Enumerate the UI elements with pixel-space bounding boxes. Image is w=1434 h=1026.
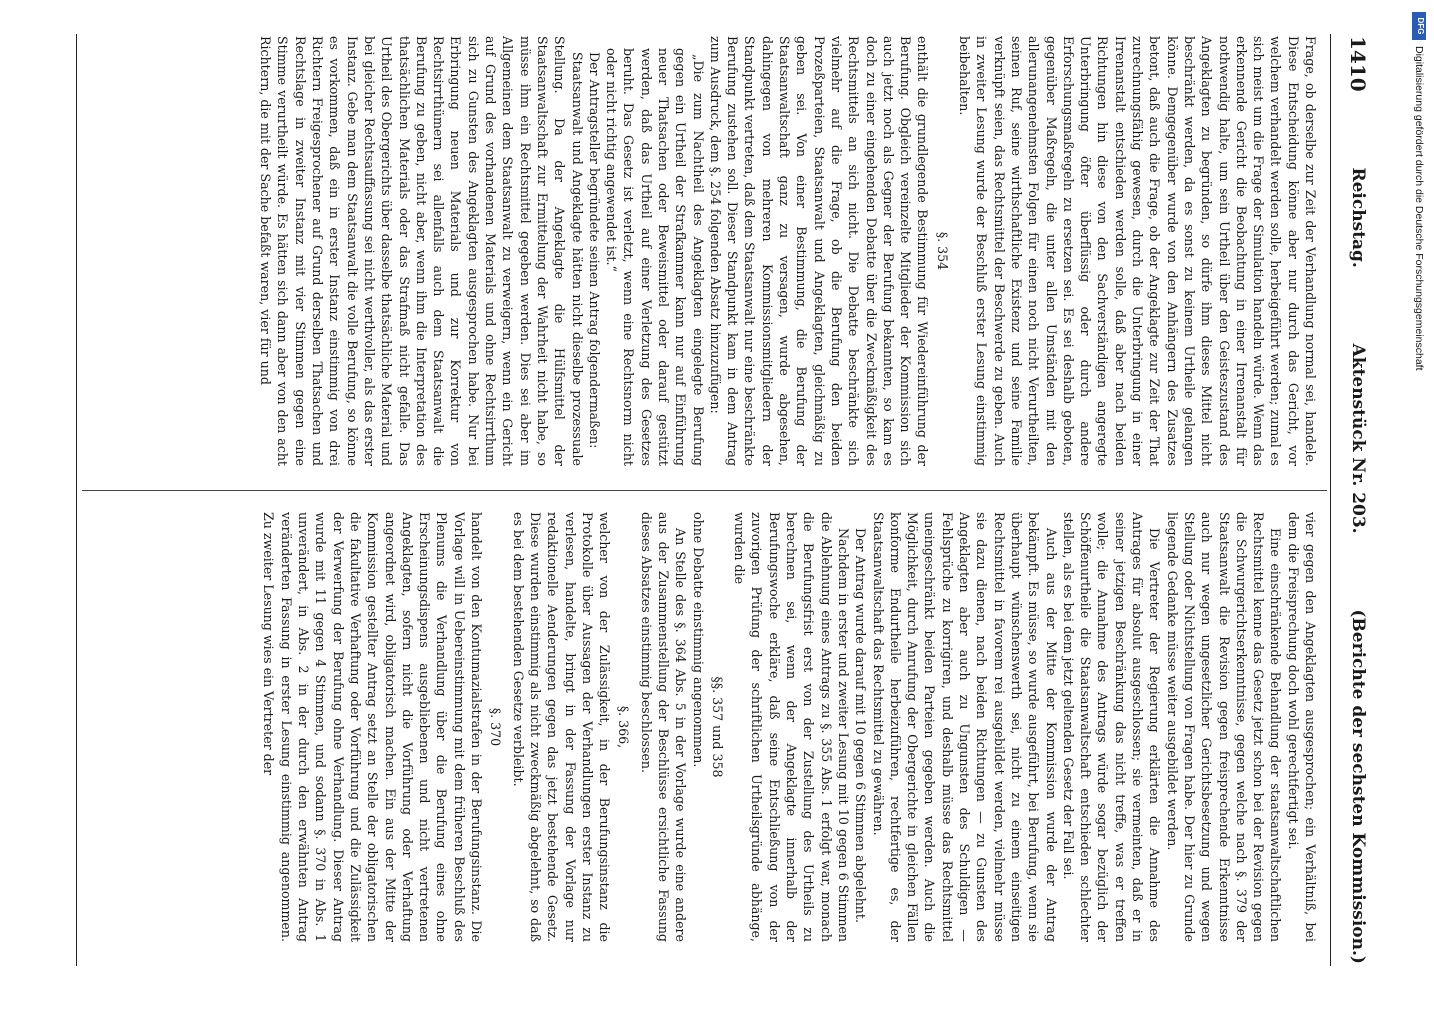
quoted-motion: „Die zum Nachtheil des Angeklagten eingelegte Berufung gegen ein Urtheil der Strafkammer kann nur auf Einführung neuer Thatsachen oder Beweismittel oder darauf gestützt werden, daß das Urtheil auf einer Verletzung des Gesetzes beruht. Das Gesetz ist verletzt, wenn eine Rechtsnorm nicht oder nicht richtig angewendet ist.“ <box>604 48 706 466</box>
left-column <box>84 36 1319 466</box>
paragraph: Frage, ob derselbe zur Zeit der Verhandlung normal sei, handele. Diese Entscheidung könne aber nur durch das Gericht, vor welchem verhandelt werden solle, herbeigeführt werden; zumal es sich meist um die Frage der Simulation handeln würde. Wenn das erkennende Gericht die Beobachtung in einer Irrenanstalt für nothwendig halte, um sein Urtheil über den Geisteszustand des Angeklagten zu begründen, so dürfe ihm dieses Mittel nicht beschränkt werden, da es sonst zu keinem Urtheile gelangen könne. Demgegenüber wurde von den Anhängern des Zusatzes betont, daß auch die Frage, ob der Angeklagte zur Zeit der That zurechnungsfähig gewesen, durch die Unterbringung in einer Irrenanstalt entschieden werden solle, daß aber nach beiden Richtungen hin diese von den Sachverständigen angeregte Unterbringung öfter überflüssig oder durch andere Erforschungsmaßregeln zu ersetzen sei. Es sei deshalb geboten, gegenüber Maßregeln, die unter allen Umständen mit den allerunangenehmsten Folgen für einen noch nicht Verurtheilten, seinen Ruf, seine wirthschaftliche Existenz und seine Familie verknüpft seien, das Rechtsmittel der Beschwerde zu geben. Auch in zweiter Lesung wurde der Beschluß erster Lesung einstimmig beibehalten. <box>957 36 1318 466</box>
paragraph: Auch aus der Mitte der Kommission wurde der Antrag bekämpft. Es müsse, so wurde ausgeführt, bei Berufung, wenn sie überhaupt wünschenswerth sei, nicht zu einem einseitigen Rechtsmittel in favorem rei ausgebildet werden, vielmehr müsse sie dazu dienen, nach beiden Richtungen — zu Gunsten des Angeklagten aber auch zu Ungunsten des Schuldigen — Fehlsprüche zu korrigiren, und deshalb müsse das Rechtsmittel uneingeschränkt beiden Parteien gegeben werden. Auch die Möglichkeit, durch Anrufung der Obergerichte in gleichen Fällen konforme Endurtheile herbeizuführen, rechtfertige es, der Staatsanwaltschaft das Rechtsmittel zu gewähren. <box>870 512 1059 942</box>
paragraph: ohne Debatte einstimmig angenommen. <box>690 512 706 768</box>
paragraph: Nachdem in erster und zweiter Lesung mit 10 gegen 6 Stimmen die Ablehnung eines Antrags zu §. 355 Abs. 1 erfolgt war, monach die Berufungsfrist erst von der Zustellung des Urtheils zu berechnen sei, wenn der Angeklagte innerhalb der Berufungswoche erkläre, daß seine Entschließung von der zuvorigen Prüfung der schriftlichen Urtheilsgründe abhänge, wurden die <box>732 512 851 942</box>
section-heading: §. 370 <box>488 707 504 747</box>
document-title: Aktenstück Nr. 203. <box>1347 343 1368 534</box>
paragraph: Die Vertreter der Regierung erklärten die Annahme des Antrages für absolut ausgeschlossen; sie vermeinten, daß er in seiner jetzigen Beschränkung das nicht treffe, was er treffen wolle; die Annahme des Antrags würde sogar bezüglich der Schöffenurtheile die Staatsanwaltschaft entschieden schlechter stellen, als es bei dem jetzt geltenden Gesetz der Fall sei. <box>1060 512 1163 942</box>
paragraph: Staatsanwalt und Angeklagte hätten nicht dieselbe prozessuale Stellung. Da der Angeklagte die Hülfsmittel der Staatsanwaltschaft zur Ermittelung der Wahrheit nicht habe, so müsse ihm ein Rechtsmittel gegeben werden. Dies sei aber im Allgemeinen dem Staatsanwalt zu verweigern, wenn ein Gericht auf Grund des vorhandenen Materials und ohne Rechtsirrthum sich zu Gunsten des Angeklagten ausgesprochen habe. Nur bei Erbringung neuen Materials und zur Korrektur von Rechtsirrthümern sei allenfalls auch dem Staatsanwalt die Berufung zu geben, nicht aber, wenn ihm die Interpretation des thatsächlichen Materials oder das Strafmaß nicht gefalle. Das Urtheil des Obergerichts über dasselbe thatsächliche Material und bei gleicher Rechtsauffassung sei nicht werthvoller, als das erster Instanz. Gebe man dem Staatsanwalt die volle Berufung, so könne es vorkommen, daß ein in erster Instanz einstimmig von drei Richtern Freigesprochener auf Grund derselben Thatsachen und Rechtslage in zweiter Instanz mit vier Stimmen gegen eine Stimme verurtheilt würde. Es hätten sich dann aber von den acht Richtern, die mit der Sache befaßt waren, vier für und <box>258 36 585 466</box>
document-subtitle: (Berichte der sechsten Kommission.) <box>1347 609 1368 964</box>
paragraph: Der Antrag wurde darauf mit 10 gegen 6 Stimmen abgelehnt. <box>853 528 869 923</box>
paragraph: handelt von den Kontumazialstrafen in der Berufungsinstanz. Die Vorlage will in Uebereinstimmung mit dem früheren Beschluß des Plenums die Verhandlung über die Berufung eines ohne Erscheinungsdispens ausgebliebenen und nicht vertretenen Angeklagten, sofern nicht die Vorführung oder Verhaftung angeordnet wird, obligatorisch machen. Ein aus der Mitte der Kommission gestellter Antrag setzt an Stelle der obligatorischen die fakultative Verhaftung oder Vorführung und die Zulässigkeit der Verwerfung der Berufung ohne Verhandlung. Dieser Antrag wurde mit 11 gegen 4 Stimmen, und sodann §. 370 in Abs. 1 unverändert, in Abs. 2 in der durch den erwähnten Antrag veränderten Fassung in erster Lesung einstimmig angenommen. Zu zweiter Lesung wies ein Vertreter der <box>261 512 485 942</box>
document-page <box>57 30 1377 970</box>
paragraph: Eine einschränkende Behandlung der staatsanwaltschaftlichen Rechtsmittel kenne das Gesetz jetzt schon bei der Revision gegen die Schwurgerichtserkenntnisse, gegen welche nach §. 379 der Staatsanwalt die Revision gegen freisprechende Erkenntnisse auch nur wegen ungesetzlicher Gerichtsbesetzung und wegen Stellung oder Nichtstellung von Fragen habe. Der hier zu Grunde liegende Gedanke müsse weiter ausgebildet werden. <box>1164 512 1284 942</box>
right-column <box>84 512 1319 942</box>
page-header <box>1337 36 1377 964</box>
column-divider <box>82 490 1327 491</box>
footer-rule <box>76 34 77 966</box>
section-heading: §§. 357 und 358 <box>709 676 725 778</box>
section-heading: §. 354 <box>934 231 950 271</box>
digitization-credit <box>1412 12 1428 992</box>
publication-title: Reichstag. <box>1347 167 1368 268</box>
page-number: 1410 <box>1345 36 1370 92</box>
paragraph: enthält die grundlegende Bestimmung für Wiedereinführung der Berufung. Obgleich vereinzelte Mitglieder der Kommission sich auch jetzt noch als Gegner der Berufung bekannten, so kam es doch zu einer eingehenden Debatte über die Zweckmäßigkeit des Rechtsmittels an sich nicht. Die Debatte beschränkte sich vielmehr auf die Frage, ob die Berufung den beiden Prozeßparteien, Staatsanwalt und Angeklagten, gleichmäßig zu geben sei. Von einer Bestimmung, die Berufung der Staatsanwaltschaft ganz zu versagen, wurde abgesehen, dahingegen von mehreren Kommissionsmitgliedern der Standpunkt vertreten, daß dem Staatsanwalt nur eine beschränkte Berufung zustehen soll. Dieser Standpunkt kam in dem Antrag zum Ausdruck, dem §. 254 folgenden Absatz hinzuzufügen: <box>707 36 931 466</box>
paragraph: welcher von der Zulässigkeit, in der Berufungsinstanz die Protokolle über Aussagen der Verhandlungen erster Instanz zu verlesen, handelte, bringt in der Fassung der Vorlage nur redaktionelle Aenderungen gegen das jetzt bestehende Gesetz. Diese wurden einstimmig als nicht zweckmäßig abgelehnt, so daß es bei dem bestehenden Gesetze verbleibt. <box>510 512 613 942</box>
credit-text: Digitalisierung gefördert durch die Deutsche Forschungsgemeinschaft <box>1413 46 1425 371</box>
header-rule <box>1330 34 1331 966</box>
paragraph: An Stelle des §. 364 Abs. 5 in der Vorlage wurde eine andere aus der Zusammenstellung der Beschlüsse ersichtliche Fassung dieses Absatzes einstimmig beschlossen. <box>638 512 689 942</box>
section-heading: §. 366, <box>616 705 632 749</box>
paragraph: Der Antragsteller begründete seinen Antrag folgendermaßen: <box>586 52 602 449</box>
dfg-logo-icon: DFG <box>1412 12 1426 40</box>
paragraph: vier gegen den Angeklagten ausgesprochen; ein Verhältniß, bei dem die Freisprechung doch wohl gerechtfertigt sei. <box>1285 512 1318 942</box>
